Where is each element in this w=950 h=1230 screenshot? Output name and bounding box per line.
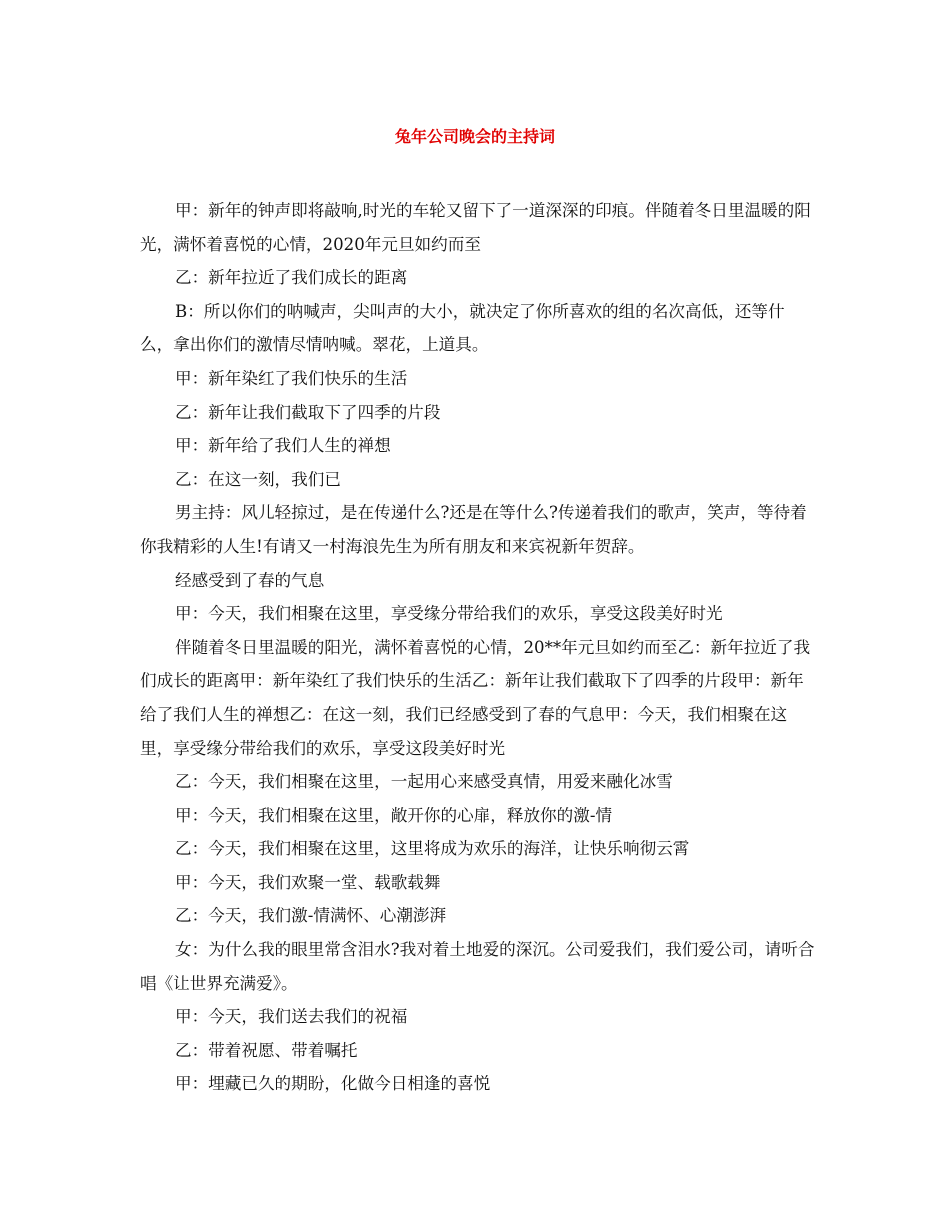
paragraph: 乙：今天，我们相聚在这里，这里将成为欢乐的海洋，让快乐响彻云霄 xyxy=(175,839,690,859)
paragraph: 甲：新年的钟声即将敲响,时光的车轮又留下了一道深深的印痕。伴随着冬日里温暖的阳光，满怀着喜悦的心情，2020年元旦如约而至 xyxy=(140,201,811,254)
document-body xyxy=(140,194,816,1101)
paragraph: 甲：今天，我们相聚在这里，敞开你的心扉，释放你的激-情 xyxy=(175,805,613,825)
paragraph: 伴随着冬日里温暖的阳光，满怀着喜悦的心情，20**年元旦如约而至乙：新年拉近了我们成长的距离甲：新年染红了我们快乐的生活乙：新年让我们截取下了四季的片段甲：新年给了我们人生的禅想乙：在这一刻，我们已经感受到了春的气息甲：今天，我们相聚在这里，享受缘分带给我们的欢乐，享受这段美好时光 xyxy=(140,637,811,758)
paragraph: 乙：新年拉近了我们成长的距离 xyxy=(175,268,408,288)
paragraph: 乙：在这一刻，我们已 xyxy=(175,469,341,489)
paragraph: 男主持：风儿轻掠过，是在传递什么?还是在等什么?传递着我们的歌声，笑声，等待着你我精彩的人生!有请又一村海浪先生为所有朋友和来宾祝新年贺辞。 xyxy=(140,503,807,556)
paragraph: 甲：今天，我们送去我们的祝福 xyxy=(175,1007,408,1027)
paragraph: B：所以你们的呐喊声，尖叫声的大小，就决定了你所喜欢的组的名次高低，还等什么，拿出你们的激情尽情呐喊。翠花，上道具。 xyxy=(140,301,785,355)
paragraph: 甲：今天，我们欢聚一堂、载歌载舞 xyxy=(175,872,441,892)
paragraph: 经感受到了春的气息 xyxy=(175,570,325,590)
paragraph: 甲：埋藏已久的期盼，化做今日相逢的喜悦 xyxy=(175,1074,491,1094)
paragraph: 女：为什么我的眼里常含泪水?我对着土地爱的深沉。公司爱我们，我们爱公司，请听合唱《让世界充满爱》。 xyxy=(140,940,815,993)
paragraph: 乙：新年让我们截取下了四季的片段 xyxy=(175,402,441,422)
paragraph: 甲：新年染红了我们快乐的生活 xyxy=(175,368,408,388)
paragraph: 乙：带着祝愿、带着嘱托 xyxy=(175,1040,358,1060)
paragraph: 甲：今天，我们相聚在这里，享受缘分带给我们的欢乐，享受这段美好时光 xyxy=(175,604,723,624)
paragraph: 乙：今天，我们相聚在这里，一起用心来感受真情，用爱来融化冰雪 xyxy=(175,772,673,792)
paragraph: 乙：今天，我们激-情满怀、心潮澎湃 xyxy=(175,906,447,926)
paragraph: 甲：新年给了我们人生的禅想 xyxy=(175,436,391,456)
document-title: 兔年公司晚会的主持词 xyxy=(394,127,555,146)
